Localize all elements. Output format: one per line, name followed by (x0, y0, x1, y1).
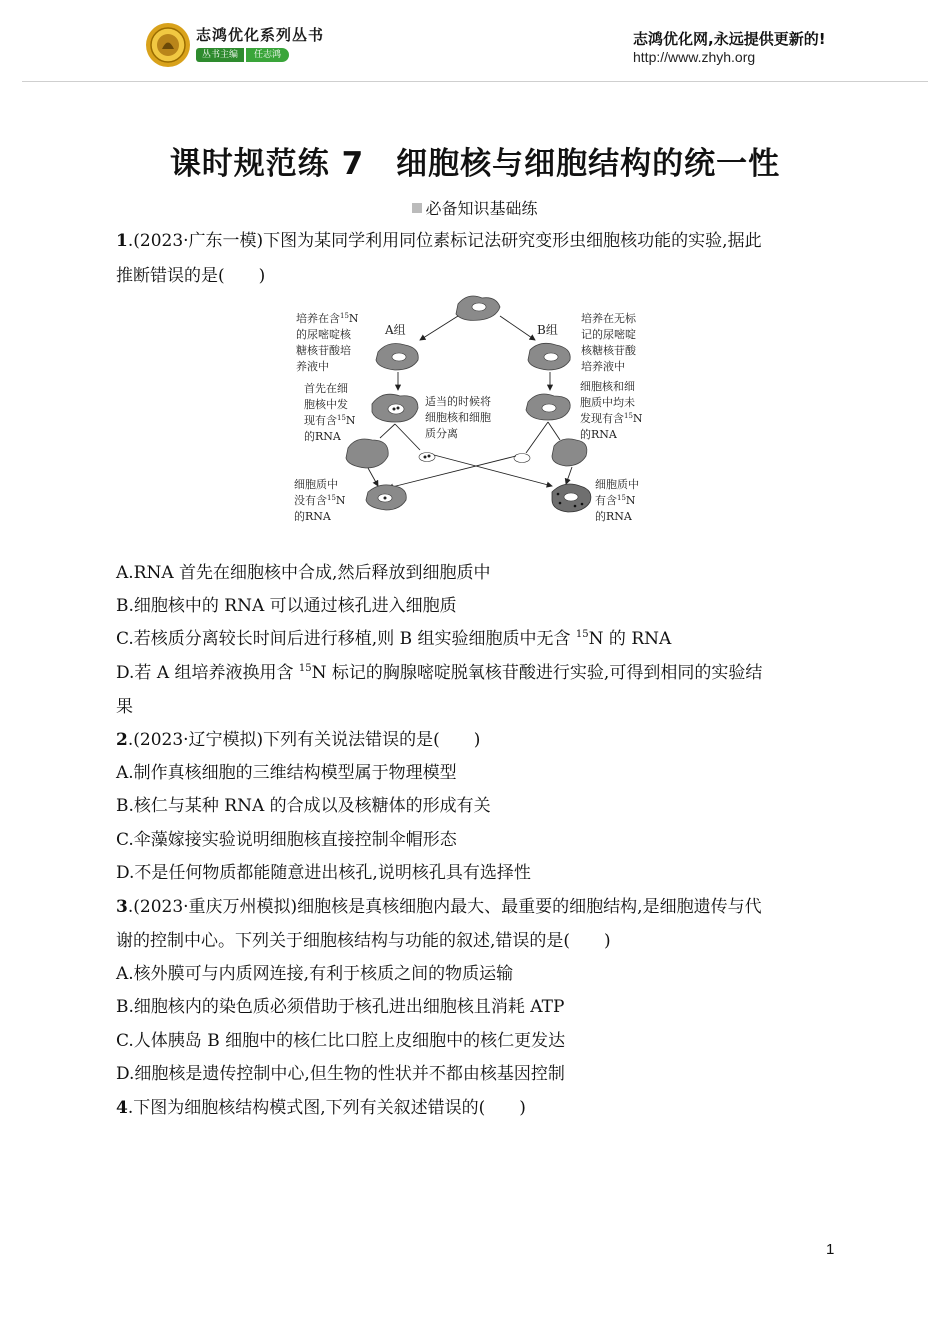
a-enucleated-cytoplasm (346, 439, 388, 468)
q3-option-c: C.人体胰岛 B 细胞中的核仁比口腔上皮细胞中的核仁更发达 (116, 1031, 566, 1051)
q3-stem-line-1: 3.(2023·重庆万州模拟)细胞核是真核细胞内最大、最重要的细胞结构,是细胞遗传与代 (116, 897, 762, 917)
q3-option-d: D.细胞核是遗传控制中心,但生物的性状并不都由核基因控制 (116, 1064, 565, 1084)
a-group-cell-2 (372, 394, 418, 422)
q1-experiment-figure (290, 290, 660, 530)
figure-b-note: 培养在无标 记的尿嘧啶 核糖核苷酸 培养液中 (581, 312, 636, 373)
top-amoeba-cell (456, 296, 500, 320)
q4-number: 4 (116, 1098, 128, 1118)
b-group-cell-2 (526, 394, 570, 420)
q1-option-b: B.细胞核中的 RNA 可以通过核孔进入细胞质 (116, 596, 457, 616)
q1-option-c: C.若核质分离较长时间后进行移植,则 B 组实验细胞质中无含 $^{15}$N 的 RNA (116, 629, 672, 649)
q1-stem-line-1 (116, 230, 762, 252)
slogan: 志鸿优化网,永远提供更新的! (633, 30, 826, 48)
q2-stem: 2.(2023·辽宁模拟)下列有关说法错误的是( ) (116, 730, 481, 750)
figure-a-note: 培养在含$^{15}$N 的尿嘧啶核 糖核苷酸培 养液中 (296, 312, 359, 373)
editor-name: 任志鸿 (246, 48, 289, 62)
editor-label: 丛书主编 (196, 48, 244, 62)
page-title: 课时规范练 7 细胞核与细胞结构的统一性 (169, 146, 781, 182)
q3-option-a: A.核外膜可与内质网连接,有利于核质之间的物质运输 (116, 964, 514, 984)
figure-b-finding: 细胞核和细 胞质中均未 发现有含$^{15}$N 的RNA (580, 380, 643, 441)
q1-option-a: A.RNA 首先在细胞核中合成,然后释放到细胞质中 (116, 563, 491, 583)
q1-stem-text-1: .(2023·广东一模)下图为某同学利用同位素标记法研究变形虫细胞核功能的实验,据此 (127, 231, 762, 251)
figure-b-group-label: B组 (537, 323, 558, 337)
figure-a-finding: 首先在细 胞核中发 现有含$^{15}$N 的RNA (304, 382, 356, 443)
q2-option-d: D.不是任何物质都能随意进出核孔,说明核孔具有选择性 (116, 863, 531, 883)
q2-option-a: A.制作真核细胞的三维结构模型属于物理模型 (116, 763, 457, 783)
q1-stem-line-2: 推断错误的是( ) (116, 266, 266, 286)
site-url[interactable]: http://www.zhyh.org (633, 49, 756, 65)
q1-number: 1 (116, 231, 128, 251)
q3-option-b: B.细胞核内的染色质必须借助于核孔进出细胞核且消耗 ATP (116, 997, 565, 1017)
b-group-cell-1 (528, 343, 570, 370)
series-title: 志鸿优化系列丛书 (196, 26, 325, 44)
q1-option-d: D.若 A 组培养液换用含 $^{15}$N 标记的胸腺嘧啶脱氧核苷酸进行实验,可得到相同的实验结 (116, 663, 763, 683)
figure-a-group-label: A组 (385, 323, 406, 337)
right-result-cell (552, 484, 591, 512)
figure-middle-note: 适当的时候将 细胞核和细胞 质分离 (425, 395, 491, 440)
q3-number: 3 (116, 897, 128, 917)
header-divider (22, 81, 928, 82)
b-isolated-nucleus (514, 454, 530, 463)
b-enucleated-cytoplasm (552, 439, 587, 466)
figure-right-result-note: 细胞质中 有含$^{15}$N 的RNA (595, 478, 639, 523)
page-header (0, 0, 950, 100)
q2-option-c: C.伞藻嫁接实验说明细胞核直接控制伞帽形态 (116, 830, 457, 850)
section-title-text: 必备知识基础练 (425, 199, 538, 218)
section-title (0, 196, 950, 219)
left-result-cell (366, 485, 406, 510)
q2-number: 2 (116, 730, 128, 750)
q1-option-d-continued: 果 (116, 697, 133, 717)
section-square-icon (412, 203, 422, 213)
figure-left-result-note: 细胞质中 没有含$^{15}$N 的RNA (294, 478, 346, 523)
publisher-seal-logo (145, 22, 191, 68)
a-group-cell-1 (376, 344, 418, 370)
editor-tag (196, 48, 289, 62)
q3-stem-line-2: 谢的控制中心。下列关于细胞核结构与功能的叙述,错误的是( ) (116, 931, 611, 951)
q4-stem: 4.下图为细胞核结构模式图,下列有关叙述错误的( ) (116, 1098, 526, 1118)
q2-option-b: B.核仁与某种 RNA 的合成以及核糖体的形成有关 (116, 796, 491, 816)
page-number: 1 (826, 1241, 835, 1258)
a-isolated-nucleus (419, 453, 435, 462)
